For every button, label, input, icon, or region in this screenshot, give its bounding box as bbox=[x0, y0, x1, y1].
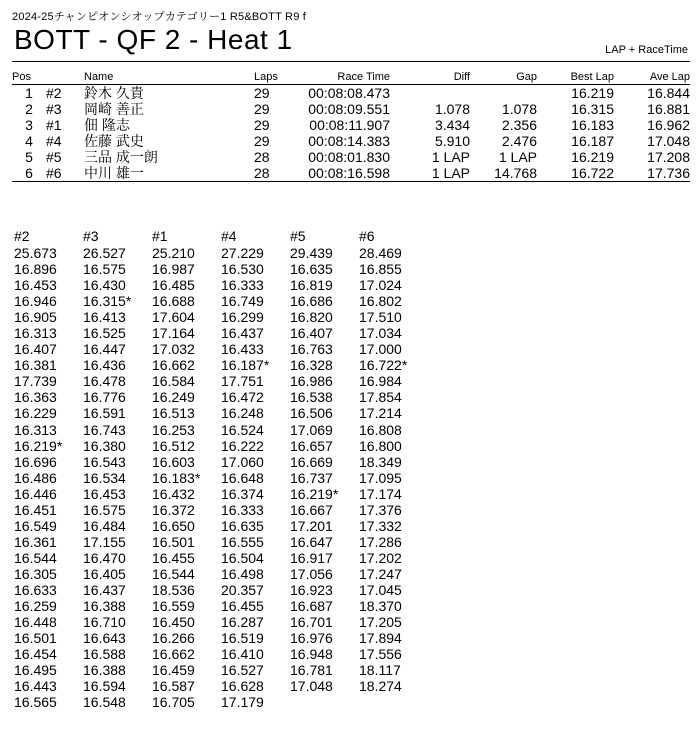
result-car-number: #6 bbox=[46, 165, 84, 182]
lap-time: 16.781 bbox=[290, 662, 333, 679]
lap-time: 29.439 bbox=[290, 245, 333, 261]
result-row bbox=[12, 133, 690, 149]
lap-time: 16.588 bbox=[83, 646, 126, 663]
lap-time: 16.594 bbox=[83, 678, 126, 695]
lap-time: 16.333 bbox=[221, 277, 264, 294]
result-laps: 28 bbox=[254, 149, 270, 165]
lap-time: 16.448 bbox=[14, 614, 57, 631]
result-laps: 29 bbox=[254, 101, 270, 117]
lap-time: 16.455 bbox=[221, 598, 264, 615]
result-gap: 1 LAP bbox=[498, 149, 537, 165]
lap-column-header: #5 bbox=[290, 228, 306, 244]
lap-time: 16.453 bbox=[83, 485, 126, 502]
result-ave-lap: 17.208 bbox=[647, 149, 690, 165]
lap-time: 16.549 bbox=[14, 517, 57, 534]
lap-time: 16.650 bbox=[152, 517, 195, 534]
results-table bbox=[12, 70, 690, 182]
result-race-time: 00:08:16.598 bbox=[290, 165, 390, 182]
lap-time: 16.472 bbox=[221, 389, 264, 406]
lap-time: 16.187* bbox=[221, 357, 270, 374]
lap-column-header: #2 bbox=[14, 228, 30, 244]
lap-time: 16.662 bbox=[152, 357, 195, 374]
lap-time: 16.584 bbox=[152, 373, 195, 390]
lap-time: 16.525 bbox=[83, 325, 126, 342]
lap-time: 16.628 bbox=[221, 678, 264, 695]
lap-time: 16.696 bbox=[14, 453, 57, 470]
lap-time: 25.210 bbox=[152, 245, 195, 261]
result-diff bbox=[390, 85, 470, 102]
lap-time: 16.259 bbox=[14, 598, 57, 615]
result-position: 2 bbox=[25, 101, 33, 117]
lap-column-header: #6 bbox=[359, 228, 375, 244]
lap-time: 16.446 bbox=[14, 485, 57, 502]
result-laps: 29 bbox=[254, 133, 270, 149]
result-ave-lap: 16.844 bbox=[647, 85, 690, 101]
result-best-lap: 16.315 bbox=[571, 101, 614, 117]
lap-time: 16.407 bbox=[290, 325, 333, 342]
lap-time: 18.274 bbox=[359, 678, 402, 695]
lap-time: 16.470 bbox=[83, 549, 126, 566]
lap-time: 16.763 bbox=[290, 341, 333, 358]
result-car-number: #4 bbox=[46, 133, 62, 149]
lap-time: 18.370 bbox=[359, 598, 402, 615]
lap-time: 17.045 bbox=[359, 581, 402, 598]
lap-time: 17.205 bbox=[359, 614, 402, 631]
result-gap: 1.078 bbox=[501, 101, 537, 117]
lap-time: 16.313 bbox=[14, 421, 57, 438]
lap-time: 16.643 bbox=[83, 630, 126, 647]
col-header-ave-lap: Ave Lap bbox=[614, 70, 690, 85]
result-race-time: 00:08:08.473 bbox=[308, 85, 390, 101]
lap-time: 16.437 bbox=[83, 581, 126, 598]
lap-time: 16.565 bbox=[14, 694, 57, 711]
lap-time: 16.432 bbox=[152, 485, 195, 502]
lap-time: 16.485 bbox=[152, 277, 195, 294]
lap-time: 16.506 bbox=[290, 405, 333, 422]
title-divider bbox=[12, 61, 690, 62]
lap-column bbox=[290, 228, 359, 710]
lap-time: 16.478 bbox=[83, 373, 126, 390]
lap-time: 16.587 bbox=[152, 678, 195, 695]
lap-time: 16.459 bbox=[152, 662, 195, 679]
lap-column bbox=[221, 228, 290, 710]
lap-time: 16.984 bbox=[359, 373, 402, 390]
lap-time: 16.657 bbox=[290, 437, 333, 454]
lap-time: 17.179 bbox=[221, 694, 264, 711]
lap-time: 16.635 bbox=[290, 261, 333, 278]
lap-column bbox=[83, 228, 152, 710]
result-laps: 29 bbox=[254, 117, 270, 133]
lap-time: 20.357 bbox=[221, 581, 264, 598]
lap-time: 16.948 bbox=[290, 646, 333, 663]
lap-time: 17.854 bbox=[359, 389, 402, 406]
lap-time: 16.976 bbox=[290, 630, 333, 647]
result-position: 6 bbox=[12, 165, 46, 182]
lap-time: 16.388 bbox=[83, 598, 126, 615]
col-header-laps: Laps bbox=[254, 70, 290, 85]
lap-times-grid bbox=[14, 228, 428, 710]
lap-time: 16.530 bbox=[221, 261, 264, 278]
lap-time: 16.743 bbox=[83, 421, 126, 438]
lap-time: 17.201 bbox=[290, 517, 333, 534]
lap-time: 16.183* bbox=[152, 469, 201, 486]
lap-time: 16.361 bbox=[14, 533, 57, 550]
result-car-number: #3 bbox=[46, 101, 62, 117]
lap-time: 16.333 bbox=[221, 501, 264, 518]
lap-time: 17.048 bbox=[290, 678, 333, 695]
result-race-time: 00:08:14.383 bbox=[308, 133, 390, 149]
result-best-lap: 16.722 bbox=[537, 165, 614, 182]
lap-column bbox=[359, 228, 428, 710]
lap-time: 16.923 bbox=[290, 581, 333, 598]
result-best-lap: 16.219 bbox=[571, 149, 614, 165]
results-header-row bbox=[12, 70, 690, 85]
lap-time: 16.405 bbox=[83, 565, 126, 582]
lap-time: 16.253 bbox=[152, 421, 195, 438]
lap-time: 16.287 bbox=[221, 614, 264, 631]
result-position: 5 bbox=[25, 149, 33, 165]
lap-time: 16.249 bbox=[152, 389, 195, 406]
lap-time: 16.519 bbox=[221, 630, 264, 647]
lap-time: 16.905 bbox=[14, 309, 57, 326]
lap-time: 25.673 bbox=[14, 245, 57, 261]
lap-time: 18.349 bbox=[359, 453, 402, 470]
lap-time: 16.513 bbox=[152, 405, 195, 422]
lap-time: 17.751 bbox=[221, 373, 264, 390]
result-car-number: #2 bbox=[46, 85, 62, 101]
lap-time: 16.855 bbox=[359, 261, 402, 278]
lap-time: 17.214 bbox=[359, 405, 402, 422]
lap-time: 17.739 bbox=[14, 373, 57, 390]
lap-time: 16.413 bbox=[83, 309, 126, 326]
lap-time: 16.222 bbox=[221, 437, 264, 454]
lap-time: 16.635 bbox=[221, 517, 264, 534]
result-row bbox=[12, 101, 690, 117]
result-driver-name: 三品 成一朗 bbox=[84, 149, 158, 165]
result-car-number: #5 bbox=[46, 149, 62, 165]
result-driver-name: 中川 雄一 bbox=[84, 165, 254, 182]
lap-time: 16.484 bbox=[83, 517, 126, 534]
result-row bbox=[12, 117, 690, 133]
lap-time: 16.776 bbox=[83, 389, 126, 406]
lap-time: 17.286 bbox=[359, 533, 402, 550]
lap-time: 28.469 bbox=[359, 245, 402, 261]
lap-time: 17.376 bbox=[359, 501, 402, 518]
result-position: 3 bbox=[25, 117, 33, 133]
result-ave-lap: 17.048 bbox=[647, 133, 690, 149]
lap-time: 16.575 bbox=[83, 501, 126, 518]
lap-time: 17.060 bbox=[221, 453, 264, 470]
result-best-lap: 16.187 bbox=[571, 133, 614, 149]
col-header-diff: Diff bbox=[390, 70, 470, 85]
lap-time: 16.315* bbox=[83, 293, 132, 310]
lap-time: 16.737 bbox=[290, 469, 333, 486]
lap-time: 17.095 bbox=[359, 469, 402, 486]
lap-time: 16.248 bbox=[221, 405, 264, 422]
lap-time: 16.498 bbox=[221, 565, 264, 582]
lap-time: 16.433 bbox=[221, 341, 264, 358]
lap-time: 17.032 bbox=[152, 341, 195, 358]
lap-time: 16.443 bbox=[14, 678, 57, 695]
result-laps: 28 bbox=[254, 165, 290, 182]
lap-time: 16.548 bbox=[83, 694, 126, 711]
lap-time: 16.219* bbox=[14, 437, 63, 454]
lap-time: 17.202 bbox=[359, 549, 402, 566]
col-header-pos: Pos bbox=[12, 70, 46, 85]
lap-time: 17.069 bbox=[290, 421, 333, 438]
result-driver-name: 佃 隆志 bbox=[84, 117, 130, 133]
lap-time: 16.524 bbox=[221, 421, 264, 438]
lap-time: 16.501 bbox=[152, 533, 195, 550]
lap-time: 16.667 bbox=[290, 501, 333, 518]
lap-time: 16.381 bbox=[14, 357, 57, 374]
lap-time: 18.117 bbox=[359, 662, 401, 679]
result-gap: 14.768 bbox=[470, 165, 537, 182]
lap-time: 16.504 bbox=[221, 549, 264, 566]
lap-time: 16.486 bbox=[14, 469, 57, 486]
result-race-time: 00:08:01.830 bbox=[308, 149, 390, 165]
col-header-name: Name bbox=[84, 70, 254, 85]
lap-time: 16.219* bbox=[290, 485, 339, 502]
lap-time: 17.000 bbox=[359, 341, 402, 358]
lap-time: 16.372 bbox=[152, 501, 195, 518]
lap-time: 16.229 bbox=[14, 405, 57, 422]
lap-time: 16.749 bbox=[221, 293, 264, 310]
lap-time: 16.313 bbox=[14, 325, 57, 342]
lap-time: 17.164 bbox=[152, 325, 195, 342]
lap-column bbox=[14, 228, 83, 710]
lap-time: 16.437 bbox=[221, 325, 264, 342]
lap-time: 17.024 bbox=[359, 277, 402, 294]
lap-time: 16.299 bbox=[221, 309, 264, 326]
lap-time: 17.174 bbox=[359, 485, 402, 502]
lap-time: 16.808 bbox=[359, 421, 402, 438]
lap-time: 27.229 bbox=[221, 245, 264, 261]
lap-time: 16.800 bbox=[359, 437, 402, 454]
lap-time: 16.591 bbox=[83, 405, 126, 422]
result-row bbox=[12, 165, 690, 182]
lap-time: 16.987 bbox=[152, 261, 195, 278]
lap-time: 16.722* bbox=[359, 357, 408, 374]
lap-time: 16.896 bbox=[14, 261, 57, 278]
event-subtitle: 2024-25チャンピオンシオップカテゴリー1 R5&BOTT R9 f bbox=[12, 11, 307, 23]
lap-time: 17.556 bbox=[359, 646, 402, 663]
result-gap: 2.356 bbox=[501, 117, 537, 133]
lap-time: 16.450 bbox=[152, 614, 195, 631]
lap-time: 17.510 bbox=[359, 309, 402, 326]
lap-time: 26.527 bbox=[83, 245, 126, 261]
lap-time: 16.819 bbox=[290, 277, 333, 294]
result-diff: 1 LAP bbox=[431, 149, 470, 165]
result-race-time: 00:08:09.551 bbox=[308, 101, 390, 117]
lap-time: 16.687 bbox=[290, 598, 333, 615]
lap-time: 16.407 bbox=[14, 341, 57, 358]
lap-time: 16.688 bbox=[152, 293, 195, 310]
result-laps: 29 bbox=[254, 85, 270, 101]
lap-column bbox=[152, 228, 221, 710]
lap-time: 16.454 bbox=[14, 646, 57, 663]
lap-time: 16.430 bbox=[83, 277, 126, 294]
lap-time: 16.374 bbox=[221, 485, 264, 502]
lap-time: 16.544 bbox=[14, 549, 57, 566]
lap-time: 16.305 bbox=[14, 565, 57, 582]
lap-time: 16.575 bbox=[83, 261, 126, 278]
result-race-time: 00:08:11.907 bbox=[309, 117, 390, 133]
lap-time: 16.662 bbox=[152, 646, 195, 663]
col-header-number bbox=[46, 70, 84, 85]
result-gap bbox=[470, 85, 537, 102]
result-driver-name: 佐藤 武史 bbox=[84, 133, 144, 149]
result-car-number: #1 bbox=[46, 117, 62, 133]
lap-column-header: #1 bbox=[152, 228, 168, 244]
lap-time: 16.701 bbox=[290, 614, 333, 631]
lap-time: 16.820 bbox=[290, 309, 333, 326]
lap-time: 16.436 bbox=[83, 357, 126, 374]
lap-time: 16.559 bbox=[152, 598, 195, 615]
lap-time: 16.686 bbox=[290, 293, 333, 310]
result-best-lap: 16.183 bbox=[571, 117, 614, 133]
lap-time: 16.266 bbox=[152, 630, 195, 647]
lap-time: 16.410 bbox=[221, 646, 264, 663]
result-ave-lap: 16.881 bbox=[647, 101, 690, 117]
lap-time: 16.648 bbox=[221, 469, 264, 486]
lap-time: 16.946 bbox=[14, 293, 57, 310]
result-diff: 5.910 bbox=[434, 133, 470, 149]
lap-time: 16.705 bbox=[152, 694, 195, 711]
result-diff: 3.434 bbox=[434, 117, 470, 133]
result-diff: 1 LAP bbox=[390, 165, 470, 182]
result-diff: 1.078 bbox=[434, 101, 470, 117]
lap-time: 17.604 bbox=[152, 309, 195, 326]
result-ave-lap: 17.736 bbox=[614, 165, 690, 182]
lap-time: 16.986 bbox=[290, 373, 333, 390]
result-row bbox=[12, 85, 690, 102]
lap-column-header: #3 bbox=[83, 228, 99, 244]
result-driver-name: 鈴木 久貴 bbox=[84, 85, 144, 101]
lap-time: 17.155 bbox=[83, 533, 126, 550]
lap-time: 16.512 bbox=[152, 437, 195, 454]
result-position: 1 bbox=[25, 85, 33, 101]
report-mode-label: LAP + RaceTime bbox=[605, 44, 688, 56]
lap-time: 17.034 bbox=[359, 325, 402, 342]
lap-time: 16.633 bbox=[14, 581, 57, 598]
lap-time: 16.647 bbox=[290, 533, 333, 550]
page-title: BOTT - QF 2 - Heat 1 bbox=[14, 24, 293, 55]
lap-time: 16.555 bbox=[221, 533, 264, 550]
result-ave-lap: 16.962 bbox=[647, 117, 690, 133]
lap-time: 16.544 bbox=[152, 565, 195, 582]
lap-time: 16.380 bbox=[83, 437, 126, 454]
col-header-best-lap: Best Lap bbox=[537, 70, 614, 85]
lap-time: 16.501 bbox=[14, 630, 57, 647]
lap-time: 16.538 bbox=[290, 389, 333, 406]
lap-time: 16.669 bbox=[290, 453, 333, 470]
lap-time: 16.451 bbox=[14, 501, 57, 518]
lap-time: 16.495 bbox=[14, 662, 57, 679]
lap-time: 17.894 bbox=[359, 630, 402, 647]
col-header-race-time: Race Time bbox=[290, 70, 390, 85]
lap-time: 17.332 bbox=[359, 517, 402, 534]
lap-time: 18.536 bbox=[152, 581, 195, 598]
result-best-lap: 16.219 bbox=[571, 85, 614, 101]
result-driver-name: 岡崎 善正 bbox=[84, 101, 144, 117]
lap-time: 16.603 bbox=[152, 453, 195, 470]
lap-time: 16.453 bbox=[14, 277, 57, 294]
lap-time: 16.802 bbox=[359, 293, 402, 310]
lap-time: 16.917 bbox=[290, 549, 333, 566]
lap-time: 16.363 bbox=[14, 389, 57, 406]
col-header-gap: Gap bbox=[470, 70, 537, 85]
result-gap: 2.476 bbox=[501, 133, 537, 149]
lap-time: 16.534 bbox=[83, 469, 126, 486]
lap-time: 16.455 bbox=[152, 549, 195, 566]
lap-time: 17.056 bbox=[290, 565, 333, 582]
lap-time: 16.447 bbox=[83, 341, 126, 358]
lap-time: 16.328 bbox=[290, 357, 333, 374]
result-row bbox=[12, 149, 690, 165]
lap-time: 16.527 bbox=[221, 662, 264, 679]
lap-time: 16.543 bbox=[83, 453, 126, 470]
result-position: 4 bbox=[25, 133, 33, 149]
lap-column-header: #4 bbox=[221, 228, 237, 244]
lap-time: 16.388 bbox=[83, 662, 126, 679]
lap-time: 17.247 bbox=[359, 565, 402, 582]
lap-time: 16.710 bbox=[83, 614, 126, 631]
